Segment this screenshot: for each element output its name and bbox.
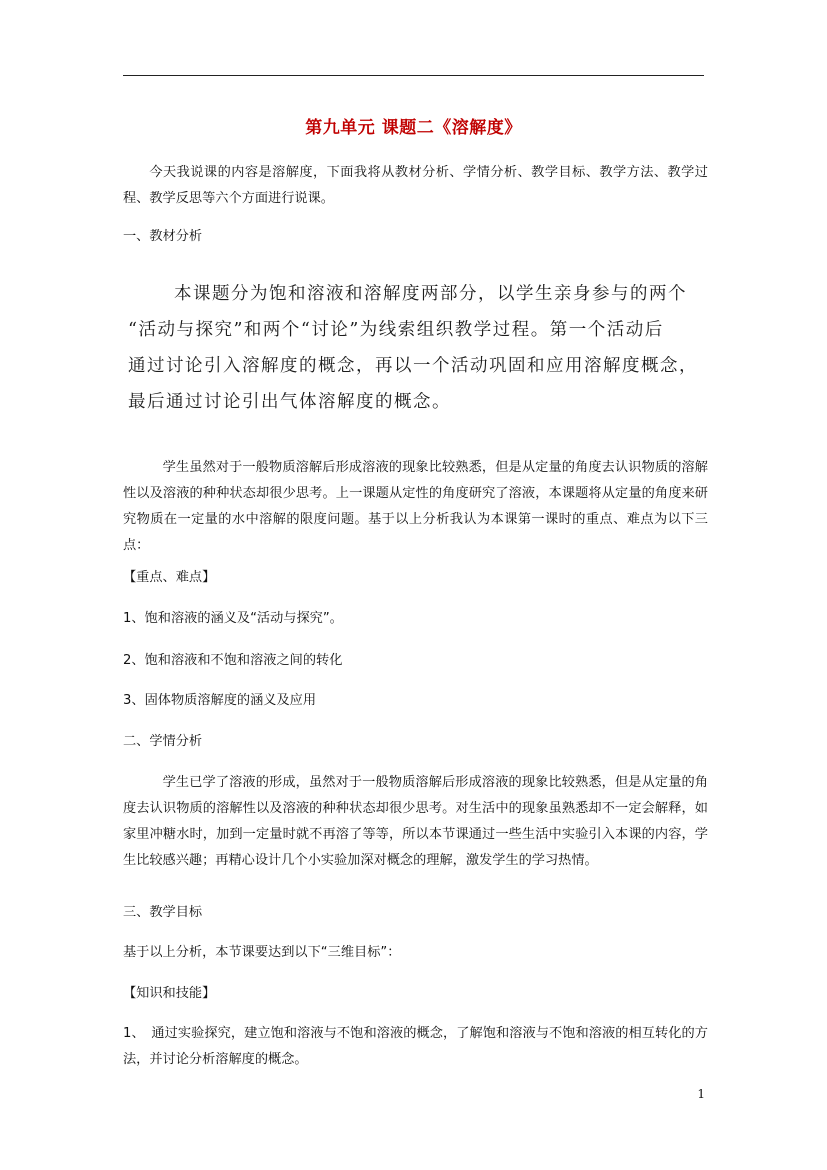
scanned-line: “活动与探究”和两个“讨论”为线索组织教学过程。第一个活动后 bbox=[128, 320, 664, 340]
scanned-line: 通过讨论引入溶解度的概念，再以一个活动巩固和应用溶解度概念， bbox=[128, 356, 698, 376]
header-rule bbox=[123, 75, 704, 76]
textbook-analysis-paragraph: 学生虽然对于一般物质溶解后形成溶液的现象比较熟悉，但是从定量的角度去认识物质的溶解性以及溶液的种种状态却很少思考。上一课题从定性的角度研究了溶液，本课题将从定量的角度来研究物质在一定量的水中溶解的限度问题。基于以上分析我认为本课第一课时的重点、难点为以下三点： bbox=[123, 460, 708, 553]
scanned-line: 最后通过讨论引出气体溶解度的概念。 bbox=[128, 392, 451, 412]
section-heading-textbook-analysis: 一、教材分析 bbox=[123, 229, 203, 244]
knowledge-item: 1、 通过实验探究，建立饱和溶液与不饱和溶液的概念，了解饱和溶液与不饱和溶液的相互转化的方法，并讨论分析溶解度的概念。 bbox=[123, 1026, 708, 1067]
key-point-item: 1、饱和溶液的涵义及“活动与探究”。 bbox=[123, 611, 343, 626]
key-points-heading: 【重点、难点】 bbox=[123, 570, 216, 585]
intro-paragraph: 今天我说课的内容是溶解度，下面我将从教材分析、学情分析、教学目标、教学方法、教学过程、教学反思等六个方面进行说课。 bbox=[123, 165, 708, 206]
student-analysis-paragraph: 学生已学了溶液的形成，虽然对于一般物质溶解后形成溶液的现象比较熟悉，但是从定量的角度去认识物质的溶解性以及溶液的种种状态却很少思考。对生活中的现象虽熟悉却不一定会解释，如家里冲糖水时，加到一定量时就不再溶了等等，所以本节课通过一些生活中实验引入本课的内容，学生比较感兴趣；再精心设计几个小实验加深对概念的理解，激发学生的学习热情。 bbox=[123, 775, 708, 868]
teaching-goals-intro: 基于以上分析，本节课要达到以下“三维目标”： bbox=[123, 945, 401, 960]
section-heading-student-analysis: 二、学情分析 bbox=[123, 734, 203, 749]
key-point-item: 3、固体物质溶解度的涵义及应用 bbox=[123, 693, 317, 708]
section-heading-teaching-goals: 三、教学目标 bbox=[123, 905, 203, 920]
knowledge-skills-heading: 【知识和技能】 bbox=[123, 986, 216, 1001]
document-title: 第九单元 课题二《溶解度》 bbox=[305, 118, 522, 138]
key-point-item: 2、饱和溶液和不饱和溶液之间的转化 bbox=[123, 653, 343, 668]
page-number: 1 bbox=[697, 1087, 705, 1101]
scanned-line: 本课题分为饱和溶液和溶解度两部分，以学生亲身参与的两个 bbox=[174, 284, 687, 304]
scanned-text-image bbox=[128, 276, 698, 420]
